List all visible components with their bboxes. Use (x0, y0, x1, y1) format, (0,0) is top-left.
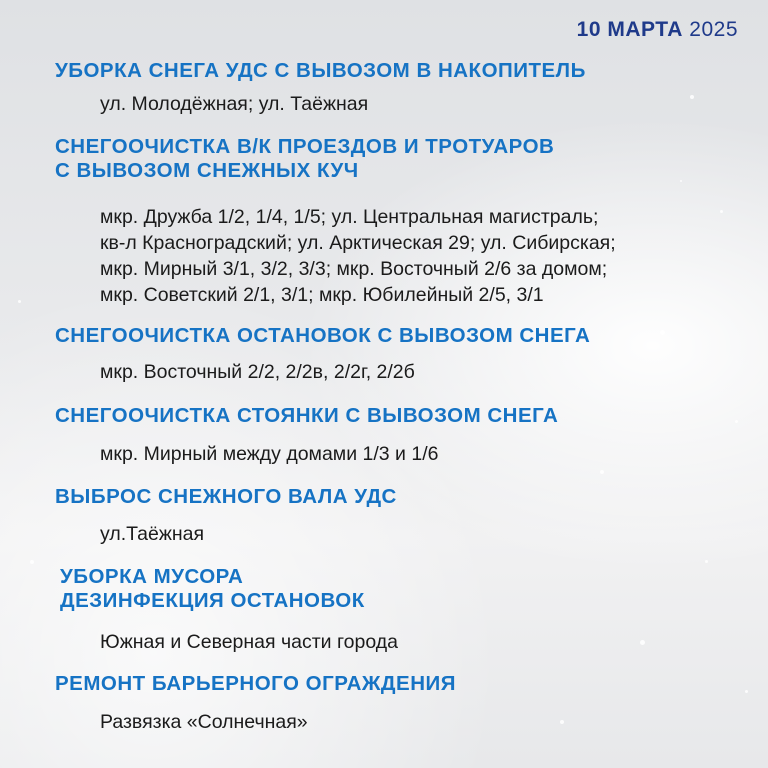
section-title-line: РЕМОНТ БАРЬЕРНОГО ОГРАЖДЕНИЯ (55, 672, 456, 695)
section-body-bus-stops (100, 359, 415, 385)
section-body-parking (100, 441, 438, 467)
section-title-line: ДЕЗИНФЕКЦИЯ ОСТАНОВОК (60, 589, 365, 612)
section-title-line: СНЕГООЧИСТКА СТОЯНКИ С ВЫВОЗОМ СНЕГА (55, 404, 559, 427)
section-title-parking (55, 404, 558, 428)
section-body-snow-removal-uds (100, 91, 368, 117)
section-body-line: мкр. Восточный 2/2, 2/2в, 2/2г, 2/2б (100, 361, 415, 383)
section-body-snow-bank (100, 521, 204, 547)
section-body-line: ул.Таёжная (100, 523, 205, 545)
section-title-line: УБОРКА СНЕГА УДС С ВЫВОЗОМ В НАКОПИТЕЛЬ (55, 59, 586, 82)
section-body-driveways-sidewalks (100, 204, 616, 308)
section-title-bus-stops (55, 324, 590, 348)
section-title-line: СНЕГООЧИСТКА ОСТАНОВОК С ВЫВОЗОМ СНЕГА (55, 324, 591, 347)
section-body-barrier-repair (100, 709, 308, 735)
section-body-line: мкр. Мирный 3/1, 3/2, 3/3; мкр. Восточный 2/6 за домом; (100, 258, 608, 280)
date-year: 2025 (689, 18, 738, 41)
section-title-barrier-repair (55, 672, 456, 696)
section-body-line: мкр. Дружба 1/2, 1/4, 1/5; ул. Центральная магистраль; (100, 206, 599, 228)
section-body-line: ул. Молодёжная; ул. Таёжная (100, 93, 369, 115)
section-title-line: С ВЫВОЗОМ СНЕЖНЫХ КУЧ (55, 159, 359, 182)
section-title-snow-removal-uds (55, 59, 586, 83)
section-title-garbage-disinfection (60, 565, 365, 613)
section-title-line: УБОРКА МУСОРА (60, 565, 244, 588)
date-day-month: 10 МАРТА (576, 18, 683, 41)
section-body-line: Развязка «Солнечная» (100, 711, 308, 733)
section-body-garbage-disinfection (100, 629, 398, 655)
section-title-line: ВЫБРОС СНЕЖНОГО ВАЛА УДС (55, 485, 397, 508)
section-body-line: мкр. Советский 2/1, 3/1; мкр. Юбилейный 2/5, 3/1 (100, 284, 544, 306)
section-body-line: Южная и Северная части города (100, 631, 399, 653)
section-title-snow-bank (55, 485, 397, 509)
section-body-line: кв-л Красноградский; ул. Арктическая 29; ул. Сибирская; (100, 232, 616, 254)
section-body-line: мкр. Мирный между домами 1/3 и 1/6 (100, 443, 439, 465)
section-title-line: СНЕГООЧИСТКА В/К ПРОЕЗДОВ И ТРОТУАРОВ (55, 135, 555, 158)
date-heading (577, 18, 738, 42)
section-title-driveways-sidewalks (55, 135, 554, 183)
